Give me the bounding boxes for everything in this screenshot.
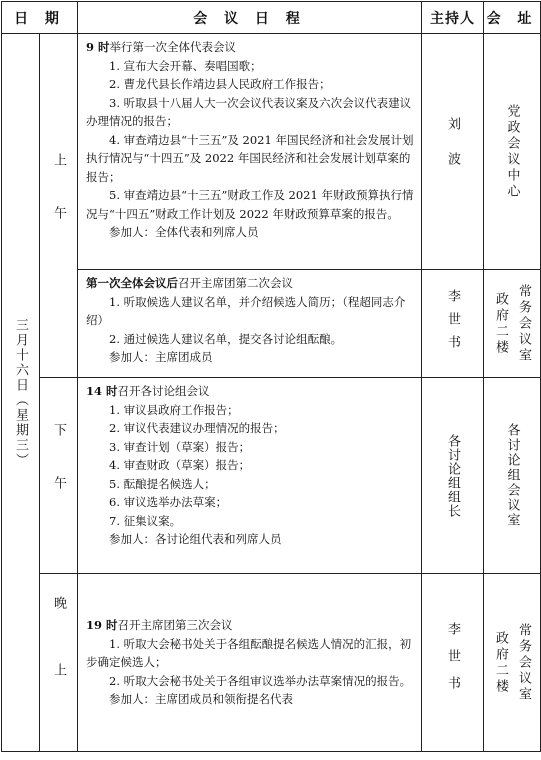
venue-cell: 政府二楼 常务会议室	[484, 270, 541, 378]
date-cell	[2, 34, 40, 752]
session-content	[78, 574, 422, 752]
session-row	[2, 34, 541, 270]
header-host: 主持人	[422, 2, 484, 34]
list-item: 4. 审查靖边县“十三五”及 2021 年国民经济和社会发展计划执行情况与“十四五”及 2022 年国民经济和社会发展计划草案的报告；	[86, 132, 414, 184]
session-content	[78, 270, 422, 378]
list-item: 3. 听取县十八届人大一次会议代表议案及六次会议代表建议办理情况的报告；	[86, 95, 412, 128]
list-item: 5. 审查靖边县“十三五”财政工作及 2021 年财政预算执行情况与“十四五”财政工作计划及 2022 年财政预算草案的报告。	[86, 188, 414, 221]
date-label: 三月十六日（星期三）	[13, 317, 28, 468]
host-cell: 刘波	[422, 34, 484, 270]
attendees: 参加人：各讨论组代表和列席人员	[109, 532, 282, 546]
header-venue: 会 址	[484, 2, 541, 34]
session-row	[2, 574, 541, 752]
host-cell: 李世书	[422, 270, 484, 378]
list-item: 2. 通过候选人建议名单，提交各讨论组酝酿。	[109, 331, 343, 346]
header-agenda: 会 议 日 程	[78, 2, 422, 34]
list-item: 7. 征集议案。	[109, 513, 182, 528]
attendees: 参加人：主席团成员	[109, 350, 213, 364]
list-item: 1. 宣布大会开幕、奏唱国歌；	[109, 58, 262, 73]
header-date: 日 期	[2, 2, 78, 34]
session-row	[2, 378, 541, 574]
venue-cell: 政府二楼 常务会议室	[484, 574, 541, 752]
list-item: 5. 酝酿提名候选人；	[109, 476, 216, 491]
session-content	[78, 34, 422, 270]
period-morning: 上午	[40, 34, 78, 378]
list-item: 3. 审查计划（草案）报告；	[109, 439, 251, 454]
list-item: 2. 曹龙代县长作靖边县人民政府工作报告；	[109, 77, 331, 91]
venue-cell: 党政会议中心	[484, 34, 541, 270]
attendees: 参加人：主席团成员和领衔提名代表	[109, 692, 293, 707]
host-cell: 李世书	[422, 574, 484, 752]
list-item: 2. 听取大会秘书处关于各组审议选举办法草案情况的报告。	[109, 673, 412, 688]
host-cell: 各讨论组组长	[422, 378, 484, 574]
list-item: 1. 审议县政府工作报告；	[109, 402, 239, 417]
list-item: 2. 审议代表建议办理情况的报告；	[109, 421, 285, 435]
session-content	[78, 378, 422, 574]
venue-cell: 各讨论组会议室	[484, 378, 541, 574]
list-item: 6. 审议选举办法草案；	[109, 495, 228, 509]
list-item: 1. 听取大会秘书处关于各组酝酿提名候选人情况的汇报，初步确定候选人；	[86, 636, 412, 670]
period-evening: 晚上	[40, 574, 78, 752]
header-row	[2, 2, 541, 34]
session-heading: 19 时召开主席团第三次会议	[86, 618, 233, 633]
attendees: 参加人：全体代表和列席人员	[109, 225, 259, 239]
period-afternoon: 下午	[40, 378, 78, 574]
session-row	[2, 270, 541, 378]
session-heading: 9 时举行第一次全体代表会议	[86, 40, 237, 54]
list-item: 1. 听取候选人建议名单，并介绍候选人简历；（程超同志介绍）	[86, 294, 406, 327]
list-item: 4. 审查财政（草案）报告；	[109, 458, 251, 472]
session-heading: 第一次全体会议后召开主席团第二次会议	[86, 276, 293, 290]
session-heading: 14 时召开各讨论组会议	[86, 384, 210, 398]
schedule-table	[1, 1, 541, 752]
